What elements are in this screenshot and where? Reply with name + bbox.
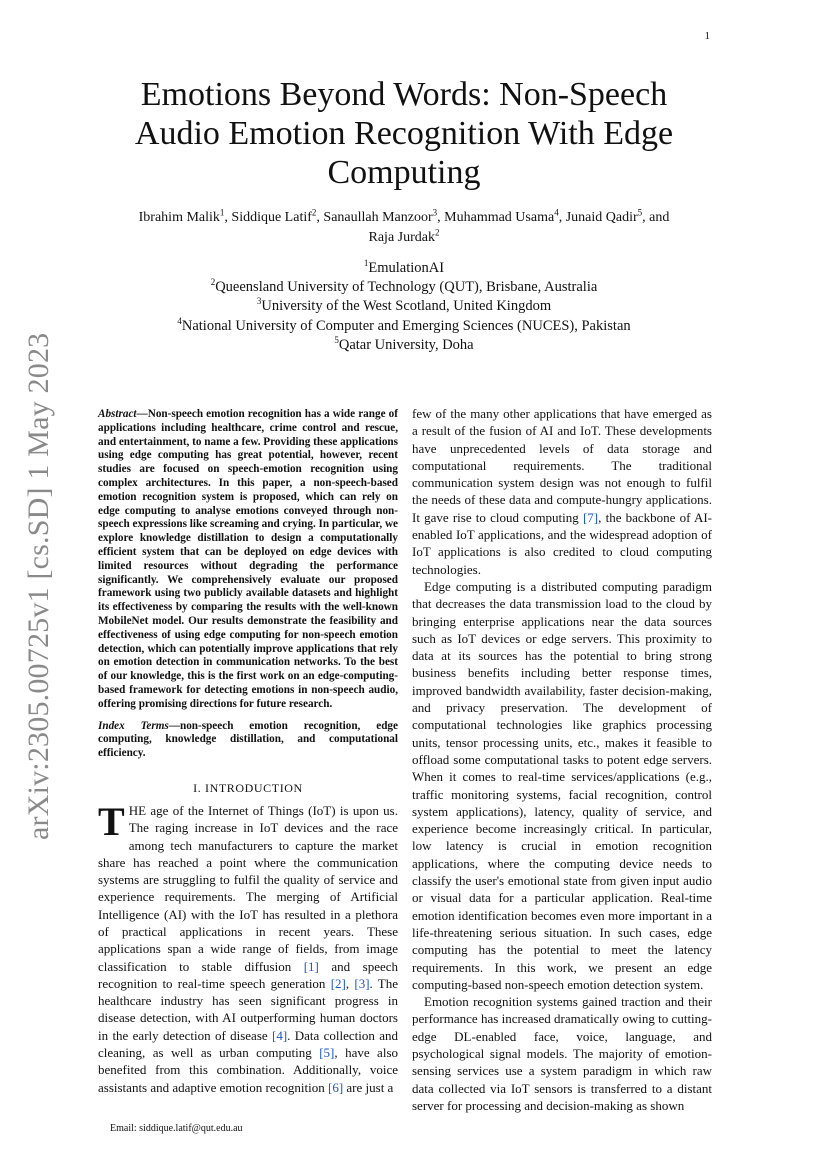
paragraph-text: . Data collection and cleaning, as well as urban computing <box>98 1027 398 1061</box>
affiliation-text: National University of Computer and Emerging Sciences (NUCES), Pakistan <box>181 317 631 334</box>
left-column <box>98 408 398 1096</box>
paragraph-text: , <box>345 975 355 991</box>
citation-link[interactable]: [2] <box>330 975 346 991</box>
author-name: Junaid Qadir <box>565 210 638 225</box>
affiliation-mark: 5 <box>334 334 339 345</box>
citation-link[interactable]: [5] <box>319 1045 335 1061</box>
author-name: Raja Jurdak <box>368 230 435 245</box>
arxiv-identifier: arXiv:2305.00725v1 [cs.SD] 1 May 2023 <box>22 332 55 840</box>
affiliation-line <box>92 336 716 355</box>
section-title: INTRODUCTION <box>204 780 303 795</box>
affiliation-text: University of the West Scotland, United Kingdom <box>261 298 552 315</box>
affiliation-line <box>92 297 716 316</box>
paper-title: Emotions Beyond Words: Non-Speech Audio Emotion Recognition With Edge Computing <box>134 76 674 191</box>
abstract-label: Abstract <box>98 408 137 420</box>
affiliation-line <box>92 259 716 278</box>
affiliation-mark: 2 <box>434 227 440 238</box>
affiliation-mark: 4 <box>177 315 182 326</box>
affiliation-line <box>92 317 716 336</box>
affiliation-list <box>92 259 716 355</box>
citation-link[interactable]: [4] <box>272 1027 288 1043</box>
author-name: Muhammad Usama <box>444 210 555 225</box>
author-name: Sanaullah Manzoor <box>323 210 433 225</box>
paragraph-text: HE age of the Internet of Things (IoT) is upon us. The raging increase in IoT devices and the race among tech manufacturers to capture the market share has reached a point where the communication systems are struggling to fulfil the quality of service and experience requirements. The merging of Artificial Intelligence (AI) with the IoT has resulted in a plethora of practical applications in recent years. These applications span a wide range of fields, from image classification to stable diffusion <box>98 802 398 974</box>
index-terms-text: non-speech emotion recognition, edge computing, knowledge distillation, and computational efficiency. <box>98 719 398 760</box>
section-heading <box>98 781 398 796</box>
citation-link[interactable]: [6] <box>327 1079 344 1095</box>
affiliation-mark: 5 <box>637 207 643 218</box>
paragraph-text: and speech recognition to real-time speech generation <box>98 958 398 991</box>
citation-link[interactable]: [1] <box>303 958 319 974</box>
paragraph-text: are just a <box>343 1079 394 1095</box>
author-name: Ibrahim Malik <box>138 210 220 225</box>
paragraph-text: . The healthcare industry has seen significant progress in disease detection, with AI outperforming human doctors in the early detection of disease <box>98 975 399 1043</box>
intro-paragraph-2: Edge computing is a distributed computing paradigm that decreases the data transmission load to the cloud by bringing enterprise applications near the data sources such as IoT devices or edge servers. This proximity to data at its sources has the potential to bring strong business benefits including better response times, improved bandwidth availability, faster decision-making, and privacy preservation. The development of computational technologies like graphics processing units, tensor processing units, etc., makes it feasible to offload some computational tasks to potent edge servers. When it comes to real-time services/applications (e.g., traffic monitoring systems, facial recognition, control system applications), latency, quality of service, and experience become increasingly critical. In particular, low latency is crucial in emotion recognition applications, where the computing device needs to classify the user's emotional state from given input audio or visual data for a particular application. Real-time emotion identification becomes even more important in a life-threatening serious situation. In such cases, edge computing has the potential to meet the latency requirements. In this work, we present an edge computing-based non-speech emotion detection system. <box>412 578 712 992</box>
drop-cap: T <box>98 798 125 844</box>
affiliation-mark: 2 <box>210 277 216 288</box>
author-name: Siddique Latif <box>231 210 312 225</box>
affiliation-text: Qatar University, Doha <box>338 336 474 353</box>
index-terms-label: Index Terms <box>98 719 169 732</box>
paragraph-text: , the backbone of AI-enabled IoT applications, and the widespread adoption of IoT applications is also credited to cloud computing technologies. <box>412 509 712 577</box>
citation-link[interactable]: [7] <box>582 509 599 525</box>
right-column <box>412 405 712 1114</box>
footnote-email: Email: siddique.latif@qut.edu.au <box>110 1123 243 1134</box>
citation-link[interactable]: [3] <box>354 975 370 991</box>
page-number: 1 <box>704 30 710 42</box>
affiliation-mark: 2 <box>311 207 317 218</box>
abstract-text: Non-speech emotion recognition has a wide range of applications including healthcare, crime control and rescue, and entertainment, to name a few. Providing these applications using edge computing has great potential, however, recent studies are focused on speech-emotion recognition using complex architectures. In this paper, a non-speech-based emotion recognition system is proposed, which can rely on edge computing to analyse emotions conveyed through non-speech expressions like screaming and crying. In particular, we explore knowledge distillation to design a computationally efficient system that can be deployed on edge devices with limited resources without degrading the performance significantly. We comprehensively evaluate our proposed framework using two publicly available datasets and highlight its effectiveness by comparing the results with the well-known MobileNet model. Our results demonstrate the feasibility and effectiveness of using edge computing for non-speech emotion detection, which can potentially improve applications that rely on emotion detection in communication networks. To the best of our knowledge, this is the first work on an edge-computing-based framework for detecting emotions in non-speech audio, offering promising directions for future research. <box>98 408 398 710</box>
index-terms: Index Terms—non-speech emotion recognition, edge computing, knowledge distillation, and computational efficiency. <box>98 719 398 760</box>
affiliation-text: Queensland University of Technology (QUT), Brisbane, Australia <box>215 279 598 296</box>
affiliation-mark: 3 <box>432 207 438 218</box>
paragraph-text: few of the many other applications that have emerged as a result of the fusion of AI and IoT. These developments have unprecedented levels of data storage and computational requirements. The traditional communication system design was not enough to fulfil the needs of these data and compute-hungry applications. It gave rise to cloud computing <box>412 406 712 525</box>
affiliation-mark: 1 <box>363 258 369 269</box>
affiliation-mark: 3 <box>256 296 262 307</box>
affiliation-mark: 4 <box>554 207 559 218</box>
affiliation-text: EmulationAI <box>368 260 445 276</box>
section-number: I. <box>193 780 202 795</box>
affiliation-mark: 1 <box>219 207 225 218</box>
paragraph-text: , have also benefited from this combination. Additionally, voice assistants and adaptive emotion recognition <box>98 1045 398 1095</box>
intro-paragraph-3: Emotion recognition systems gained traction and their performance has increased dramatically owing to cutting-edge DL-enabled face, voice, language, and psychological signal models. The majority of emotion-sensing services use a system paradigm in which raw data collected via IoT sensors is transferred to a distant server for processing and decision-making as shown <box>412 994 712 1113</box>
author-list: Ibrahim Malik$^1$, Siddique Latif$^2$, Sanaullah Manzoor$^3$, Muhammad Usama$^4$, Junaid Qadir$^5$, and Raja Jurdak$^2$ <box>138 207 670 245</box>
abstract: Abstract—Non-speech emotion recognition has a wide range of applications including healthcare, crime control and rescue, and entertainment, to name a few. Providing these applications using edge computing has great potential, however, recent studies are focused on speech-emotion recognition using complex architectures. In this paper, a non-speech-based emotion recognition system is proposed, which can rely on edge computing to analyse emotions conveyed through non-speech expressions like screaming and crying. In particular, we explore knowledge distillation to design a computationally efficient system that can be deployed on edge devices with limited resources without degrading the performance significantly. We comprehensively evaluate our proposed framework using two publicly available datasets and highlight its effectiveness by comparing the results with the well-known MobileNet model. Our results demonstrate the feasibility and effectiveness of using edge computing for non-speech emotion detection, which can potentially improve applications that rely on emotion detection in communication networks. To the best of our knowledge, this is the first work on an edge-computing-based framework for detecting emotions in non-speech audio, offering promising directions for future research. <box>98 408 398 710</box>
affiliation-line <box>92 278 716 297</box>
intro-paragraph-1-continued <box>412 405 712 578</box>
intro-paragraph-1 <box>98 798 399 1096</box>
